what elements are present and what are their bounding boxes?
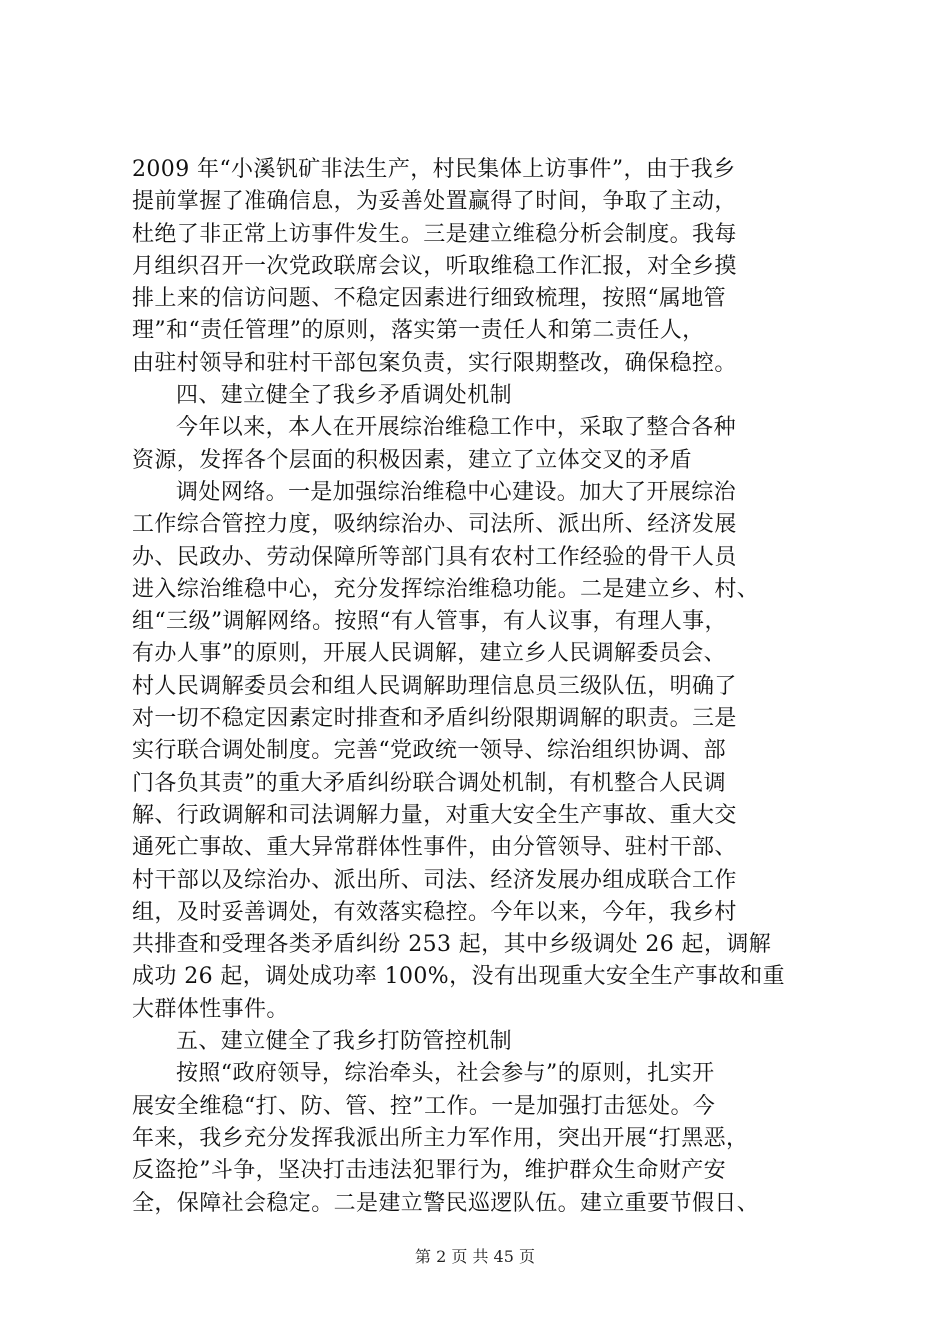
text-line: 五、建立健全了我乡打防管控机制 bbox=[176, 1029, 513, 1055]
text-line: 工作综合管控力度，吸纳综治办、司法所、派出所、经济发展 bbox=[132, 512, 737, 538]
text-line: 调处网络。一是加强综治维稳中心建设。加大了开展综治 bbox=[176, 479, 737, 505]
text-line: 共排查和受理各类矛盾纠纷 253 起，其中乡级调处 26 起，调解 bbox=[132, 932, 772, 958]
text-line: 提前掌握了准确信息，为妥善处置赢得了时间，争取了主动， bbox=[132, 189, 737, 215]
text-line: 资源，发挥各个层面的积极因素，建立了立体交叉的矛盾 bbox=[132, 447, 693, 473]
text-line: 对一切不稳定因素定时排查和矛盾纠纷限期调解的职责。三是 bbox=[132, 706, 737, 732]
page-footer: 第 2 页 共 45 页 bbox=[415, 1247, 535, 1266]
text-line: 村干部以及综治办、派出所、司法、经济发展办组成联合工作 bbox=[132, 867, 737, 893]
text-line: 门各负其责”的重大矛盾纠纷联合调处机制，有机整合人民调 bbox=[132, 770, 727, 796]
text-line: 成功 26 起，调处成功率 100%，没有出现重大安全生产事故和重 bbox=[132, 964, 786, 990]
text-line: 解、行政调解和司法调解力量，对重大安全生产事故、重大交 bbox=[132, 802, 737, 828]
text-line: 由驻村领导和驻村干部包案负责，实行限期整改，确保稳控。 bbox=[132, 350, 737, 376]
text-line: 办、民政办、劳动保障所等部门具有农村工作经验的骨干人员 bbox=[132, 544, 737, 570]
text-line: 有办人事”的原则，开展人民调解，建立乡人民调解委员会、 bbox=[132, 641, 727, 667]
text-line: 进入综治维稳中心，充分发挥综治维稳功能。二是建立乡、村、 bbox=[132, 576, 760, 602]
text-line: 组“三级”调解网络。按照“有人管事，有人议事，有理人事， bbox=[132, 609, 727, 635]
text-line: 村人民调解委员会和组人民调解助理信息员三级队伍，明确了 bbox=[132, 673, 737, 699]
text-line: 2009 年“小溪钒矿非法生产，村民集体上访事件”，由于我乡 bbox=[132, 157, 736, 182]
text-line: 组，及时妥善调处，有效落实稳控。今年以来，今年，我乡村 bbox=[132, 899, 737, 925]
text-line: 实行联合调处制度。完善“党政统一领导、综治组织协调、部 bbox=[132, 738, 727, 764]
text-line: 全，保障社会稳定。二是建立警民巡逻队伍。建立重要节假日、 bbox=[132, 1190, 760, 1216]
body-text bbox=[132, 154, 822, 1220]
text-line: 四、建立健全了我乡矛盾调处机制 bbox=[176, 383, 513, 409]
text-line: 通死亡事故、重大异常群体性事件，由分管领导、驻村干部、 bbox=[132, 835, 737, 861]
text-line: 按照“政府领导，综治牵头，社会参与”的原则，扎实开 bbox=[176, 1061, 715, 1087]
text-line: 理”和“责任管理”的原则，落实第一责任人和第二责任人， bbox=[132, 318, 705, 344]
text-line: 反盗抢”斗争，坚决打击违法犯罪行为，维护群众生命财产安 bbox=[132, 1158, 727, 1184]
text-line: 杜绝了非正常上访事件发生。三是建立维稳分析会制度。我每 bbox=[132, 221, 737, 247]
text-line: 大群体性事件。 bbox=[132, 996, 289, 1022]
text-line: 排上来的信访问题、不稳定因素进行细致梳理，按照“属地管 bbox=[132, 286, 727, 312]
text-line: 月组织召开一次党政联席会议，听取维稳工作汇报，对全乡摸 bbox=[132, 253, 737, 279]
text-line: 今年以来，本人在开展综治维稳工作中，采取了整合各种 bbox=[176, 415, 737, 441]
text-line: 年来，我乡充分发挥我派出所主力军作用，突出开展“打黑恶， bbox=[132, 1125, 749, 1151]
text-line: 展安全维稳“打、防、管、控”工作。一是加强打击惩处。今 bbox=[132, 1093, 716, 1119]
